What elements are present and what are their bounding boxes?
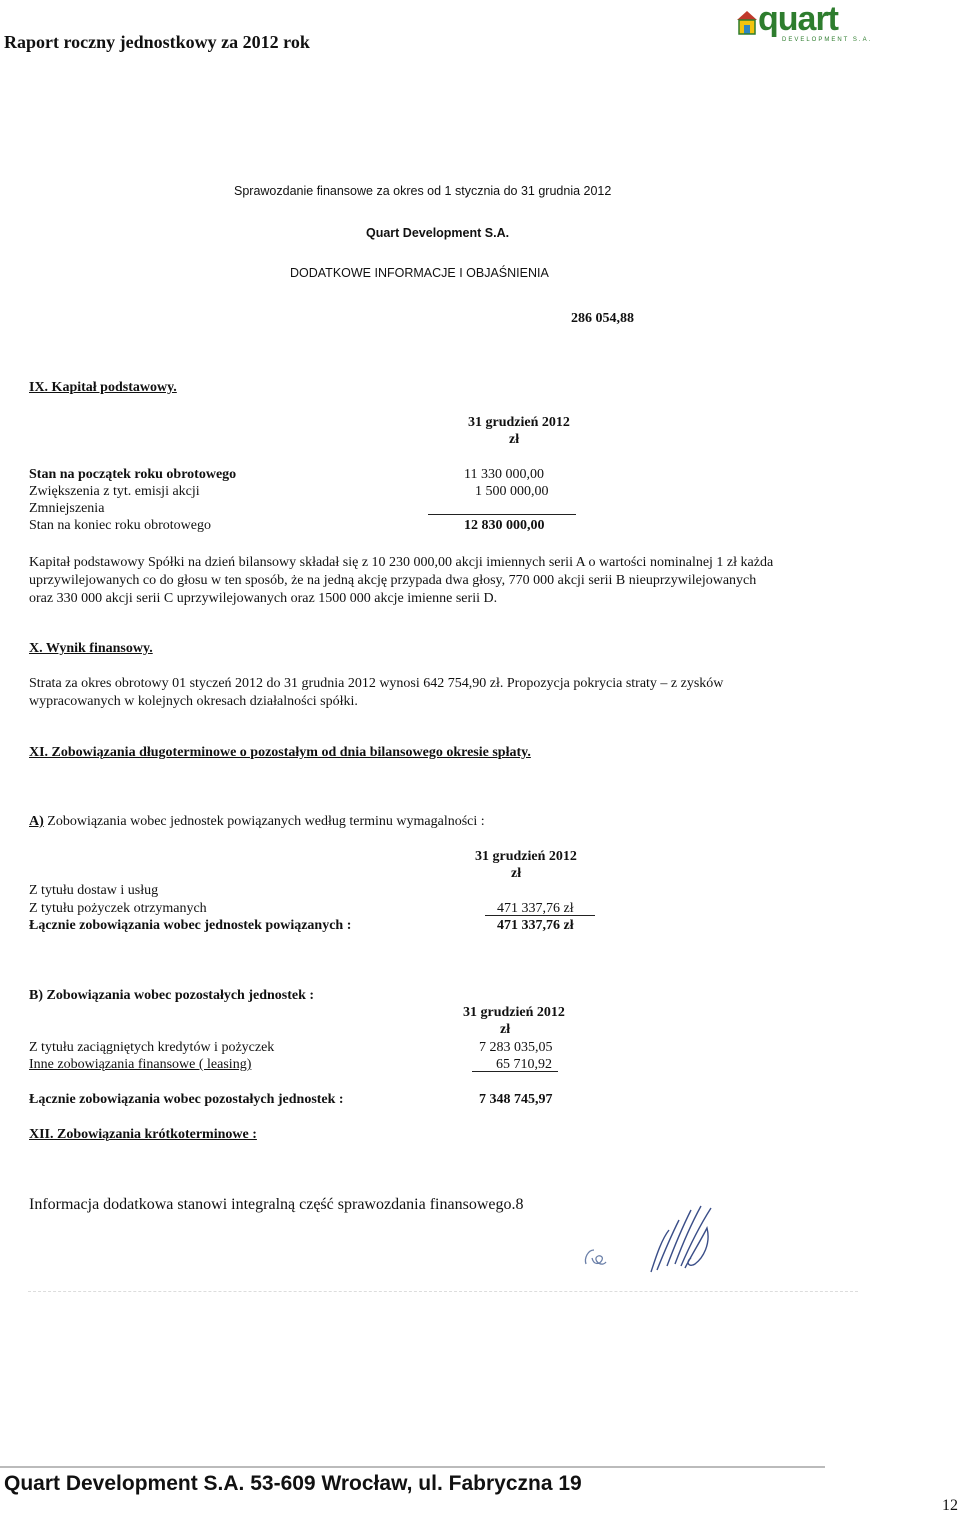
xi-a-title <box>29 814 485 830</box>
xi-b-row-label: Inne zobowiązania finansowe ( leasing) <box>29 1057 252 1072</box>
xi-a-total-label: Łącznie zobowiązania wobec jednostek powiązanych : <box>29 918 352 933</box>
xi-a-sum-rule <box>485 915 595 916</box>
ix-sum-rule <box>428 514 576 515</box>
xi-b-column-date: 31 grudzień 2012 <box>463 1005 565 1020</box>
document-heading: Sprawozdanie finansowe za okres od 1 stycznia do 31 grudnia 2012 <box>234 184 612 198</box>
xi-b-title: B) Zobowiązania wobec pozostałych jednostek : <box>29 988 315 1003</box>
page-number: 12 <box>942 1497 958 1514</box>
section-xi-title: XI. Zobowiązania długoterminowe o pozostałym od dnia bilansowego okresie spłaty. <box>29 745 531 760</box>
xi-a-row-value: 471 337,76 zł <box>497 901 574 916</box>
ix-row-label: Zmniejszenia <box>29 501 105 516</box>
ix-paragraph: Kapitał podstawowy Spółki na dzień bilansowy składał się z 10 230 000,00 akcji imiennych serii A o wartości nominalnej 1 zł każda uprzywilejowanych co do głosu w ten sposób, że na jedną akcję przypada dwa głosy, 770 000 akcji serii B nieuprzywilejowanych oraz 330 000 akcji serii C uprzywilejowanych oraz 1500 000 akcje imienne serii D. <box>29 555 774 606</box>
xi-a-total-value: 471 337,76 zł <box>497 918 574 933</box>
initials-signature <box>580 1240 610 1272</box>
closing-note: Informacja dodatkowa stanowi integralną część sprawozdania finansowego.8 <box>29 1196 524 1213</box>
section-x-title: X. Wynik finansowy. <box>29 641 153 656</box>
ix-row-label: Stan na początek roku obrotowego <box>29 467 237 482</box>
xi-b-row-value: 65 710,92 <box>496 1057 552 1072</box>
xi-a-title-text: Zobowiązania wobec jednostek powiązanych według terminu wymagalności : <box>43 814 485 829</box>
ix-row-label: Zwiększenia z tyt. emisji akcji <box>29 484 200 499</box>
scan-edge-line <box>28 1291 858 1292</box>
handwritten-signature <box>645 1200 725 1278</box>
xi-b-column-unit: zł <box>500 1022 511 1037</box>
x-paragraph: Strata za okres obrotowy 01 styczeń 2012 do 31 grudnia 2012 wynosi 642 754,90 zł. Propozycja pokrycia straty – z zysków wypracowanych w kolejnych okresach działalności spółki. <box>29 676 724 709</box>
section-ix-title: IX. Kapitał podstawowy. <box>29 380 177 395</box>
logo-subtitle: DEVELOPMENT S.A. <box>782 37 873 43</box>
xi-b-sum-rule <box>472 1071 558 1072</box>
xi-a-column-date: 31 grudzień 2012 <box>475 849 577 864</box>
xi-b-row-value: 7 283 035,05 <box>479 1040 553 1055</box>
ix-column-date: 31 grudzień 2012 <box>468 415 570 430</box>
logo-word: quart <box>758 0 838 38</box>
xi-b-total-value: 7 348 745,97 <box>479 1092 553 1107</box>
xi-b-total-label: Łącznie zobowiązania wobec pozostałych jednostek : <box>29 1092 344 1107</box>
ix-row-value: 12 830 000,00 <box>464 518 545 533</box>
house-logo-icon <box>736 10 758 36</box>
company-name: Quart Development S.A. <box>366 226 510 240</box>
ix-row-value: 1 500 000,00 <box>475 484 549 499</box>
report-header-title: Raport roczny jednostkowy za 2012 rok <box>4 32 310 52</box>
top-amount: 286 054,88 <box>571 311 634 326</box>
ix-row-label: Stan na koniec roku obrotowego <box>29 518 211 533</box>
section-xii-title: XII. Zobowiązania krótkoterminowe : <box>29 1127 257 1142</box>
xi-a-row-label: Z tytułu dostaw i usług <box>29 883 159 898</box>
company-logo <box>736 0 873 46</box>
footer-divider <box>0 1466 825 1468</box>
xi-a-prefix: A) <box>29 814 44 829</box>
xi-a-column-unit: zł <box>511 866 522 881</box>
footer-address: Quart Development S.A. 53-609 Wrocław, ul. Fabryczna 19 <box>4 1472 582 1495</box>
xi-a-row-label: Z tytułu pożyczek otrzymanych <box>29 901 207 916</box>
xi-b-row-label: Z tytułu zaciągniętych kredytów i pożyczek <box>29 1040 275 1055</box>
ix-column-unit: zł <box>509 432 520 447</box>
document-subheading: DODATKOWE INFORMACJE I OBJAŚNIENIA <box>290 266 549 280</box>
ix-row-value: 11 330 000,00 <box>464 467 544 482</box>
